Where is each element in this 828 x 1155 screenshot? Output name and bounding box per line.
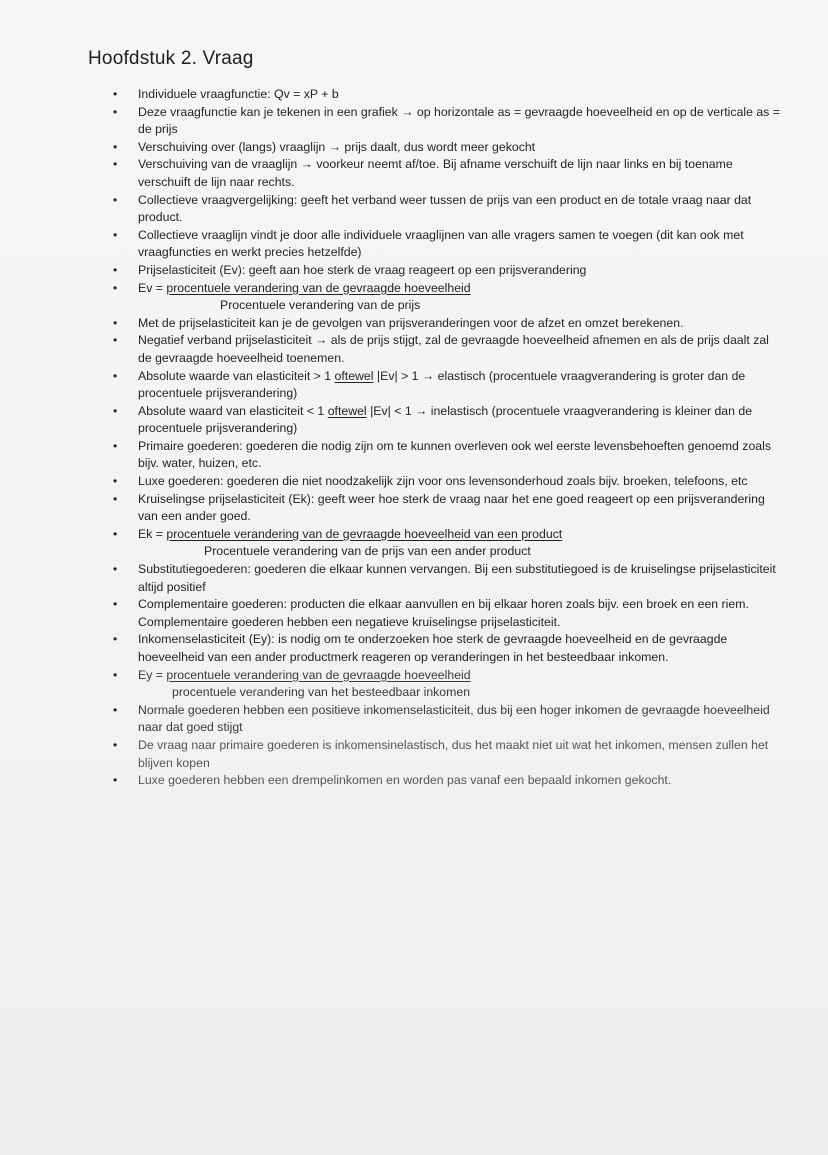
notes-list: [113, 86, 783, 790]
list-item: • Verschuiving over (langs) vraaglijn → prijs daalt, dus wordt meer gekocht: [113, 139, 783, 157]
formula-numerator: procentuele verandering van de gevraagde hoeveelheid: [166, 280, 471, 295]
formula-numerator: procentuele verandering van de gevraagde hoeveelheid van een product: [166, 526, 563, 541]
formula-numerator: procentuele verandering van de gevraagde hoeveelheid: [166, 667, 471, 682]
list-item: • Collectieve vraagvergelijking: geeft het verband weer tussen de prijs van een product en de totale vraag naar dat product.: [113, 192, 752, 225]
bullet-icon: •: [113, 315, 118, 330]
formula-denominator: Procentuele verandering van de prijs van een ander product: [204, 544, 531, 559]
list-item: • Met de prijselasticiteit kan je de gevolgen van prijsveranderingen voor de afzet en omzet berekenen.: [113, 315, 783, 333]
bullet-icon: •: [113, 667, 118, 682]
bullet-icon: •: [113, 192, 118, 207]
bullet-icon: •: [113, 562, 118, 577]
bullet-icon: •: [113, 737, 118, 752]
list-item: • Negatief verband prijselasticiteit → als de prijs stijgt, zal de gevraagde hoeveelheid afnemen en als de prijs daalt zal de gevraagde hoeveelheid toenemen.: [113, 333, 769, 365]
formula-denominator: Procentuele verandering van de prijs: [220, 298, 421, 313]
bullet-icon: •: [113, 403, 118, 418]
bullet-icon: •: [113, 597, 118, 612]
formula-ev: [113, 280, 783, 315]
bullet-icon: •: [113, 227, 118, 242]
list-item: • Luxe goederen: goederen die niet noodzakelijk zijn voor ons levensonderhoud zoals bijv. broeken, telefoons, etc: [113, 473, 783, 491]
list-item: • Absolute waard van elasticiteit < 1 oftewel |Ev| < 1 → inelastisch (procentuele vraagverandering is kleiner dan de procentuele prijsverandering): [113, 403, 753, 436]
bullet-icon: •: [113, 438, 118, 453]
underlined-word: oftewel: [327, 403, 367, 418]
underlined-word: oftewel: [334, 368, 374, 383]
list-item: • Normale goederen hebben een positieve inkomenselasticiteit, dus bij een hoger inkomen de gevraagde hoeveelheid naar dat goed stijgt: [113, 702, 770, 735]
list-item: • Primaire goederen: goederen die nodig zijn om te kunnen overleven ook wel eerste levensbehoeften genoemd zoals bijv. water, huizen, etc.: [113, 438, 772, 471]
formula-prefix: Ey =: [138, 667, 167, 682]
list-item: • Inkomenselasticiteit (Ey): is nodig om te onderzoeken hoe sterk de gevraagde hoeveelheid en de gevraagde hoeveelheid van een ander productmerk reageren op veranderingen in het besteedbaar inkomen.: [113, 632, 728, 664]
bullet-icon: •: [113, 333, 118, 348]
formula-ek: [113, 526, 783, 561]
list-item: • Kruiselingse prijselasticiteit (Ek): geeft weer hoe sterk de vraag naar het ene goed reageert op een prijsverandering van een ander goed.: [113, 491, 765, 524]
bullet-icon: •: [113, 368, 118, 383]
list-item: • Luxe goederen hebben een drempelinkomen en worden pas vanaf een bepaald inkomen gekocht.: [113, 772, 783, 790]
list-item: • Complementaire goederen: producten die elkaar aanvullen en bij elkaar horen zoals bijv. een broek en een riem. Complementaire goederen hebben een negatieve kruiselingse prijselasticiteit.: [113, 597, 749, 629]
formula-prefix: Ev =: [138, 280, 167, 295]
list-item: • De vraag naar primaire goederen is inkomensinelastisch, dus het maakt niet uit wat het inkomen, mensen zullen het blijven kopen: [113, 737, 769, 770]
formula-ey: [113, 667, 783, 702]
bullet-icon: •: [113, 702, 118, 717]
list-item: • Substitutiegoederen: goederen die elkaar kunnen vervangen. Bij een substitutiegoed is de kruiselingse prijselasticiteit altijd positief: [113, 562, 776, 594]
bullet-icon: •: [113, 773, 118, 788]
bullet-icon: •: [113, 526, 118, 541]
bullet-icon: •: [113, 139, 118, 154]
list-item: • Collectieve vraaglijn vindt je door alle individuele vraaglijnen van alle vragers samen te voegen (dit kan ook met vraagfuncties en werkt precies hetzelfde): [113, 227, 744, 260]
list-item: • Deze vraagfunctie kan je tekenen in een grafiek → op horizontale as = gevraagde hoeveelheid en op de verticale as = de prijs: [113, 104, 780, 137]
bullet-icon: •: [113, 632, 118, 647]
bullet-icon: •: [113, 280, 118, 295]
bullet-icon: •: [113, 157, 118, 172]
bullet-icon: •: [113, 262, 118, 277]
list-item: • Verschuiving van de vraaglijn → voorkeur neemt af/toe. Bij afname verschuift de lijn naar links en bij toename verschuift de lijn naar rechts.: [113, 157, 733, 189]
list-item: • Prijselasticiteit (Ev): geeft aan hoe sterk de vraag reageert op een prijsverandering: [113, 262, 783, 280]
bullet-icon: •: [113, 104, 118, 119]
bullet-icon: •: [113, 474, 118, 489]
page-title: Hoofdstuk 2. Vraag: [88, 48, 254, 69]
bullet-icon: •: [113, 87, 118, 101]
formula-prefix: Ek =: [138, 526, 167, 541]
list-item: • Individuele vraagfunctie: Qv = xP + b: [113, 86, 783, 104]
list-item: • Absolute waarde van elasticiteit > 1 oftewel |Ev| > 1 → elastisch (procentuele vraagverandering is groter dan de procentuele prijsverandering): [113, 368, 746, 401]
bullet-icon: •: [113, 491, 118, 506]
formula-denominator: procentuele verandering van het besteedbaar inkomen: [172, 685, 471, 700]
